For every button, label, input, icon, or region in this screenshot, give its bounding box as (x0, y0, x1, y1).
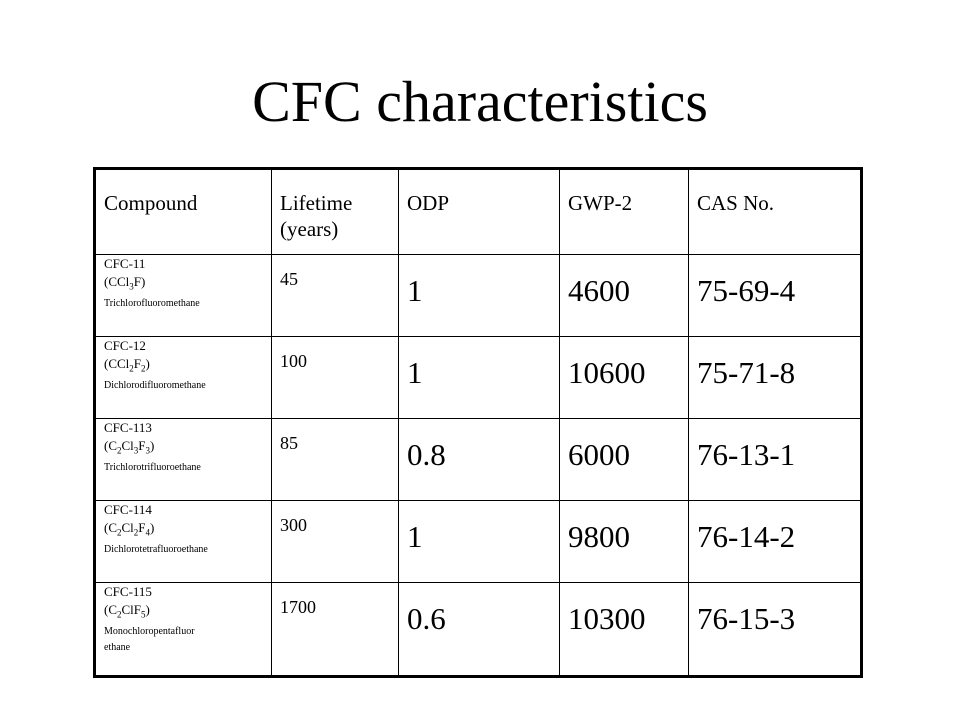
formula-subscript: 3 (129, 281, 134, 292)
lifetime-cell: 1700 (272, 583, 399, 677)
table-header-row (95, 169, 862, 255)
formula-subscript: 2 (117, 609, 122, 620)
header-compound: Compound (95, 169, 272, 255)
formula-part: ClF (121, 602, 142, 617)
formula-subscript: 2 (141, 363, 146, 374)
compound-iupac-name: Trichlorotrifluoroethane (104, 461, 201, 473)
compound-name: CFC-11 (104, 256, 146, 271)
header-gwp: GWP-2 (560, 169, 689, 255)
cas-cell: 75-71-8 (689, 337, 862, 419)
lifetime-cell: 45 (272, 255, 399, 337)
gwp-cell: 10300 (560, 583, 689, 677)
table-row (95, 419, 862, 501)
formula-part: F (138, 438, 146, 453)
compound-cell (95, 337, 272, 419)
formula-part: F) (133, 274, 146, 289)
gwp-cell: 10600 (560, 337, 689, 419)
formula-part: (CCl (104, 356, 130, 371)
header-lifetime-line2: (years) (280, 217, 339, 241)
compound-name: CFC-115 (104, 584, 152, 599)
gwp-cell: 9800 (560, 501, 689, 583)
gwp-cell: 6000 (560, 419, 689, 501)
lifetime-cell: 85 (272, 419, 399, 501)
lifetime-cell: 100 (272, 337, 399, 419)
formula-part: (CCl (104, 274, 130, 289)
formula-part: ) (150, 438, 155, 453)
odp-cell: 0.6 (399, 583, 560, 677)
formula-subscript: 5 (141, 609, 146, 620)
formula-subscript: 2 (117, 445, 122, 456)
formula-part: F (138, 520, 146, 535)
header-lifetime-line1: Lifetime (280, 191, 353, 215)
compound-iupac-name: Trichlorofluoromethane (104, 297, 200, 309)
slide-title: CFC characteristics (252, 69, 708, 134)
compound-formula (104, 355, 271, 378)
cas-cell: 76-13-1 (689, 419, 862, 501)
compound-formula (104, 273, 271, 296)
compound-name: CFC-114 (104, 502, 152, 517)
compound-formula (104, 437, 271, 460)
gwp-cell: 4600 (560, 255, 689, 337)
compound-name: CFC-113 (104, 420, 152, 435)
table-row (95, 255, 862, 337)
formula-part: ) (145, 602, 150, 617)
formula-part: Cl (121, 438, 134, 453)
compound-cell (95, 583, 272, 677)
compound-cell (95, 419, 272, 501)
formula-subscript: 2 (117, 527, 122, 538)
formula-subscript: 3 (133, 445, 139, 456)
cfc-table (93, 167, 863, 678)
odp-cell: 1 (399, 337, 560, 419)
table-row (95, 501, 862, 583)
formula-subscript: 2 (133, 527, 139, 538)
compound-iupac-name: Monochloropentafluor (104, 625, 195, 637)
formula-part: ) (145, 356, 150, 371)
compound-formula (104, 519, 271, 542)
cas-cell: 76-15-3 (689, 583, 862, 677)
formula-subscript: 4 (145, 527, 151, 538)
odp-cell: 1 (399, 501, 560, 583)
table-row (95, 583, 862, 677)
table-row (95, 337, 862, 419)
cas-cell: 75-69-4 (689, 255, 862, 337)
formula-subscript: 3 (145, 445, 151, 456)
formula-part: (C (104, 520, 117, 535)
cas-cell: 76-14-2 (689, 501, 862, 583)
compound-formula (104, 601, 271, 624)
compound-cell (95, 255, 272, 337)
compound-iupac-name: Dichlorodifluoromethane (104, 379, 206, 391)
header-lifetime (272, 169, 399, 255)
header-odp: ODP (399, 169, 560, 255)
odp-cell: 1 (399, 255, 560, 337)
formula-part: Cl (121, 520, 134, 535)
compound-name: CFC-12 (104, 338, 146, 353)
compound-iupac-name: Dichlorotetrafluoroethane (104, 543, 208, 555)
formula-part: (C (104, 438, 117, 453)
lifetime-cell: 300 (272, 501, 399, 583)
compound-cell (95, 501, 272, 583)
odp-cell: 0.8 (399, 419, 560, 501)
formula-subscript: 2 (129, 363, 134, 374)
header-cas: CAS No. (689, 169, 862, 255)
formula-part: (C (104, 602, 117, 617)
compound-iupac-name-continued: ethane (104, 641, 131, 653)
formula-part: F (133, 356, 142, 371)
formula-part: ) (150, 520, 155, 535)
